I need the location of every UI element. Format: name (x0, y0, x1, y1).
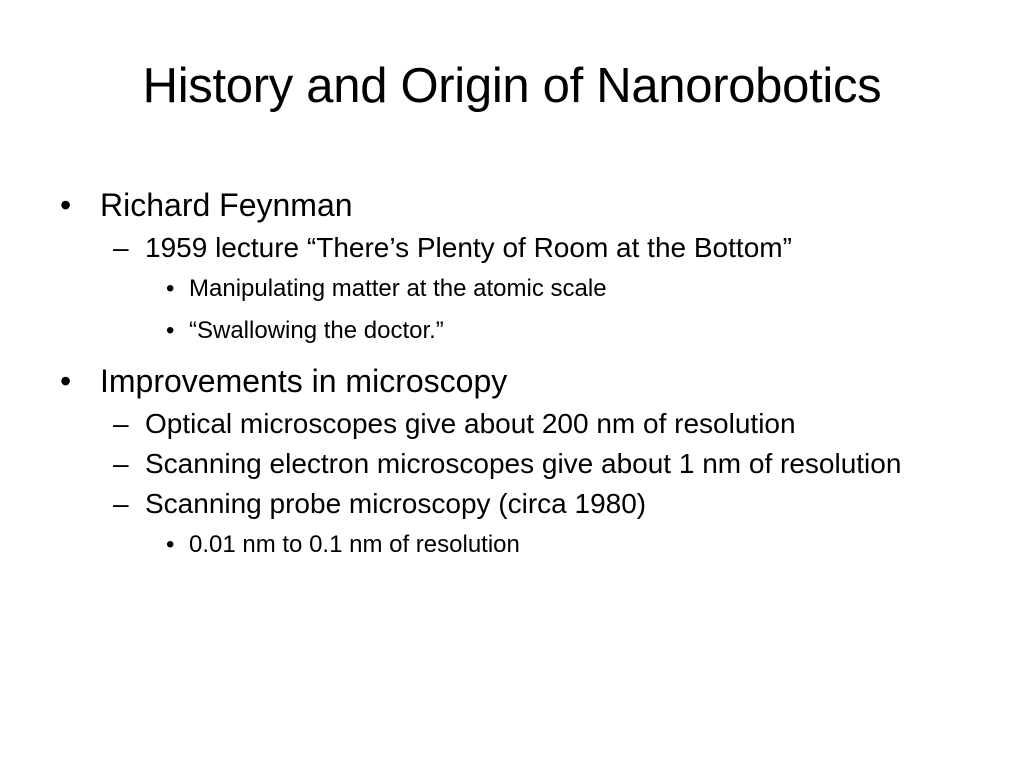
bullet-text: 0.01 nm to 0.1 nm of resolution (189, 531, 520, 558)
bullet-text: Improvements in microscopy (100, 363, 508, 399)
bullet-marker: • (60, 187, 72, 223)
dash-marker: – (113, 232, 129, 263)
bullet-item-level2 (56, 228, 976, 268)
slide-title: History and Origin of Nanorobotics (142, 59, 882, 113)
bullet-marker: • (166, 317, 175, 344)
dash-marker: – (113, 488, 129, 519)
bullet-item-level3 (56, 524, 976, 566)
bullet-marker: • (166, 275, 175, 302)
bullet-text: “Swallowing the doctor.” (189, 317, 444, 344)
bullet-item-level1 (56, 182, 976, 228)
bullet-list (56, 182, 976, 566)
bullet-item-level2 (56, 404, 976, 444)
bullet-marker: • (60, 363, 72, 399)
bullet-item-level3 (56, 268, 976, 310)
bullet-item-level1 (56, 358, 976, 404)
bullet-text: Richard Feynman (100, 187, 353, 223)
bullet-marker: • (166, 531, 175, 558)
dash-marker: – (113, 448, 129, 479)
bullet-text: Scanning electron microscopes give about 1 nm of resolution (145, 448, 902, 479)
bullet-text: 1959 lecture “There’s Plenty of Room at the Bottom” (145, 232, 792, 263)
bullet-text: Optical microscopes give about 200 nm of resolution (145, 408, 796, 439)
bullet-item-level2 (56, 444, 976, 484)
bullet-item-level2 (56, 484, 976, 524)
bullet-text: Manipulating matter at the atomic scale (189, 275, 607, 302)
dash-marker: – (113, 408, 129, 439)
bullet-item-level3 (56, 310, 976, 352)
bullet-text: Scanning probe microscopy (circa 1980) (145, 488, 647, 519)
